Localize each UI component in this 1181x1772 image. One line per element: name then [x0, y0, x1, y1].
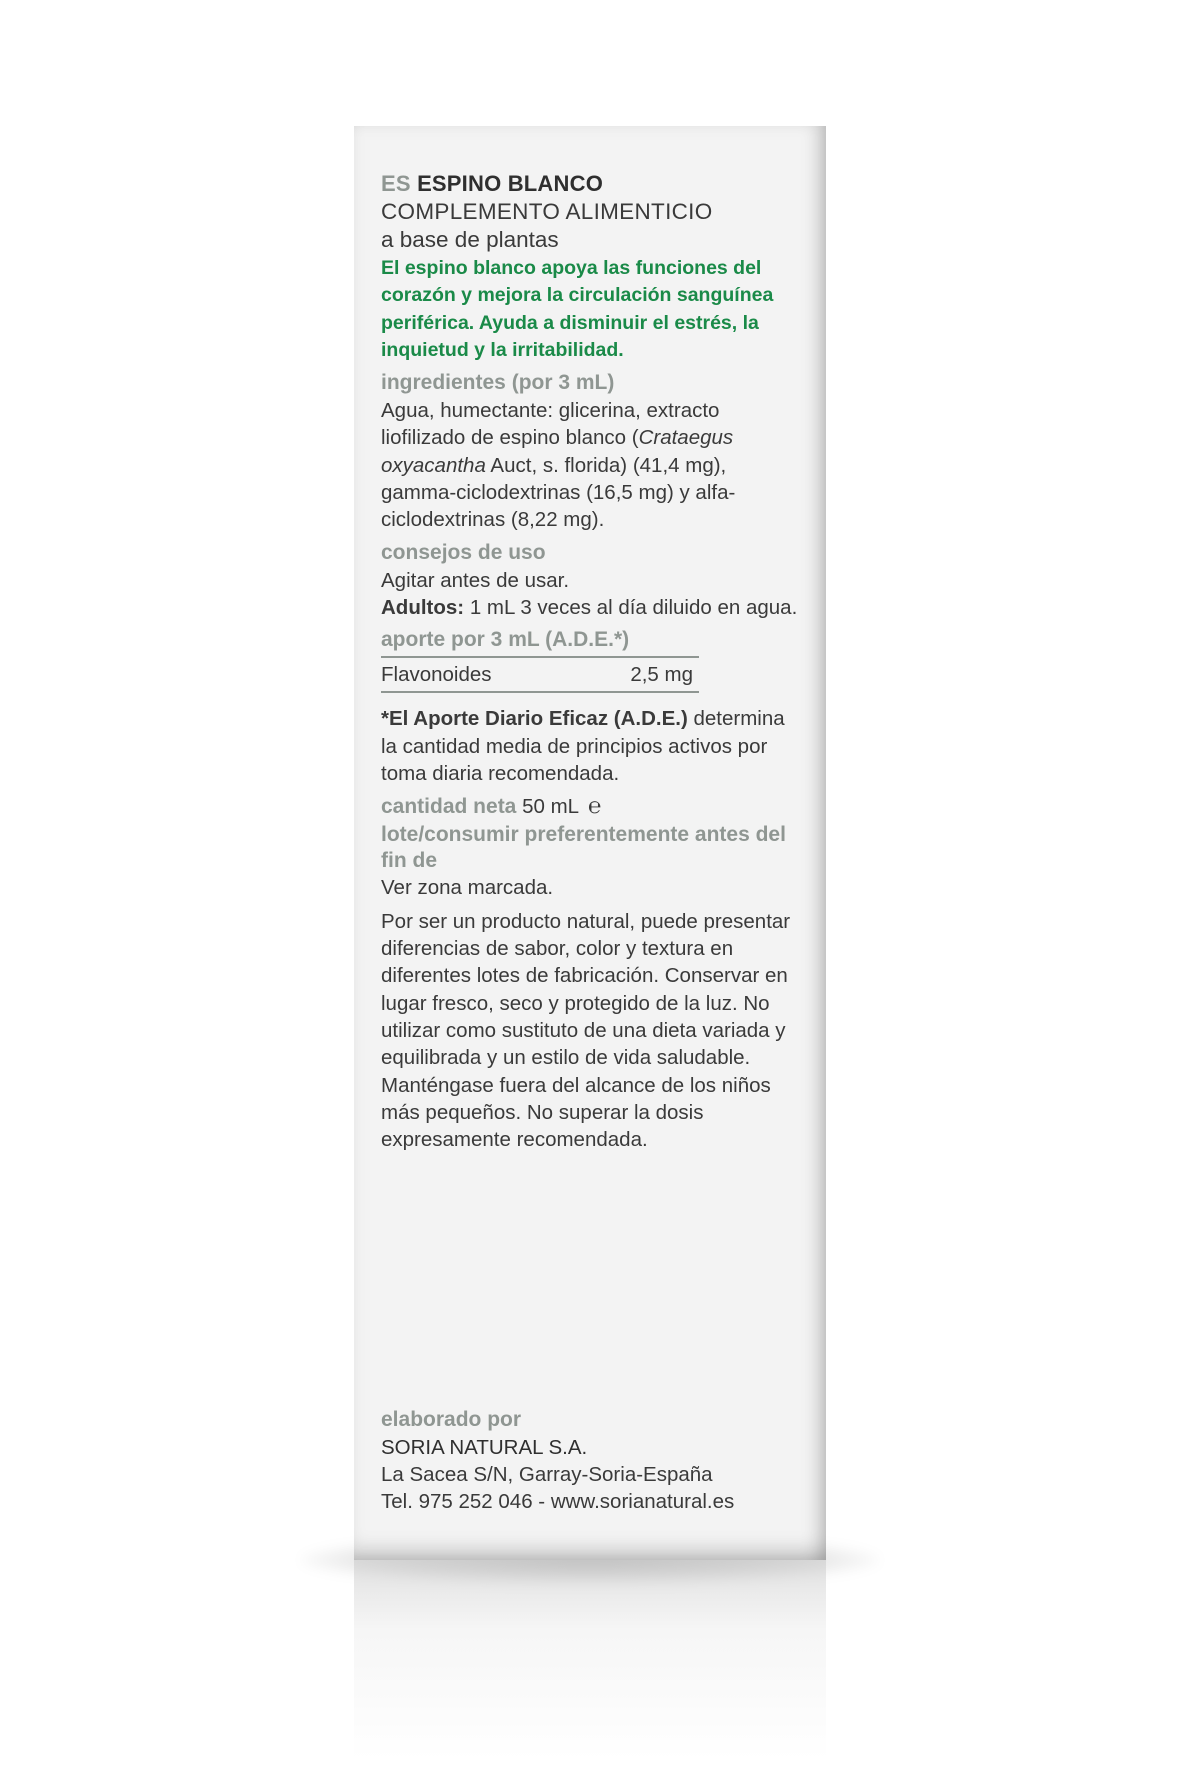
- language-code: ES: [381, 171, 411, 196]
- intake-table-row: [381, 656, 699, 693]
- net-quantity-label: cantidad neta: [381, 795, 517, 819]
- manufacturer-heading: elaborado por: [381, 1408, 522, 1431]
- ade-note-text: determina la cantidad media de principios activos por toma diaria recomendada.: [381, 707, 785, 785]
- label-content: [381, 170, 801, 1153]
- product-title: [381, 170, 801, 198]
- product-name: ESPINO BLANCO: [417, 171, 604, 196]
- intake-heading: aporte por 3 mL (A.D.E.*): [381, 628, 630, 652]
- net-quantity: [381, 792, 801, 820]
- e-mark-icon: ℮: [588, 793, 602, 819]
- usage-line-1: Agitar antes de usar.: [381, 568, 570, 592]
- manufacturer-address: La Sacea S/N, Garray-Soria-España: [381, 1463, 713, 1486]
- intake-item-name: Flavonoides: [381, 663, 492, 687]
- disclaimer-text: Por ser un producto natural, puede presentar diferencias de sabor, color y textura en diferentes lotes de fabricación. Conservar en lugar fresco, seco y protegido de la luz. No utilizar como sustituto de una dieta variada y equilibrada y un estilo de vida saludable. Manténgase fuera del alcance de los niños más pequeños. No superar la dosis expresamente recomendada.: [381, 909, 791, 1152]
- net-quantity-value: 50 mL: [522, 795, 579, 819]
- product-category-sub: a base de plantas: [381, 227, 559, 252]
- ingredients-text-part-1: Agua, humectante: glicerina, extracto liofilizado de espino blanco (: [381, 399, 720, 450]
- adults-dosage: 1 mL 3 veces al día diluido en agua.: [464, 595, 798, 619]
- manufacturer-block: [381, 1406, 811, 1515]
- batch-heading: lote/consumir preferentemente antes del fin de: [381, 823, 786, 873]
- ade-note: [381, 705, 801, 787]
- product-category: COMPLEMENTO ALIMENTICIO: [381, 199, 713, 224]
- usage-adults: [381, 594, 801, 621]
- latin-name: Crataegus oxyacantha: [381, 426, 734, 477]
- batch-text: Ver zona marcada.: [381, 876, 554, 900]
- ingredients-text: [381, 397, 801, 533]
- ade-note-bold: *El Aporte Diario Eficaz (A.D.E.): [381, 707, 688, 731]
- usage-heading: consejos de uso: [381, 540, 546, 564]
- manufacturer-contact: Tel. 975 252 046 - www.sorianatural.es: [381, 1490, 735, 1513]
- box-reflection: [354, 1560, 826, 1760]
- health-claim: El espino blanco apoya las funciones del corazón y mejora la circulación sanguínea periférica. Ayuda a disminuir el estrés, la inquietud y la irritabilidad.: [381, 257, 774, 361]
- adults-label: Adultos:: [381, 595, 465, 619]
- manufacturer-company: SORIA NATURAL S.A.: [381, 1436, 588, 1459]
- intake-item-value: 2,5 mg: [630, 663, 693, 687]
- ingredients-text-part-2: Auct, s. florida) (41,4 mg), gamma-ciclodextrinas (16,5 mg) y alfa-ciclodextrinas (8,22 mg).: [381, 453, 736, 532]
- ingredients-heading: ingredientes (por 3 mL): [381, 371, 615, 395]
